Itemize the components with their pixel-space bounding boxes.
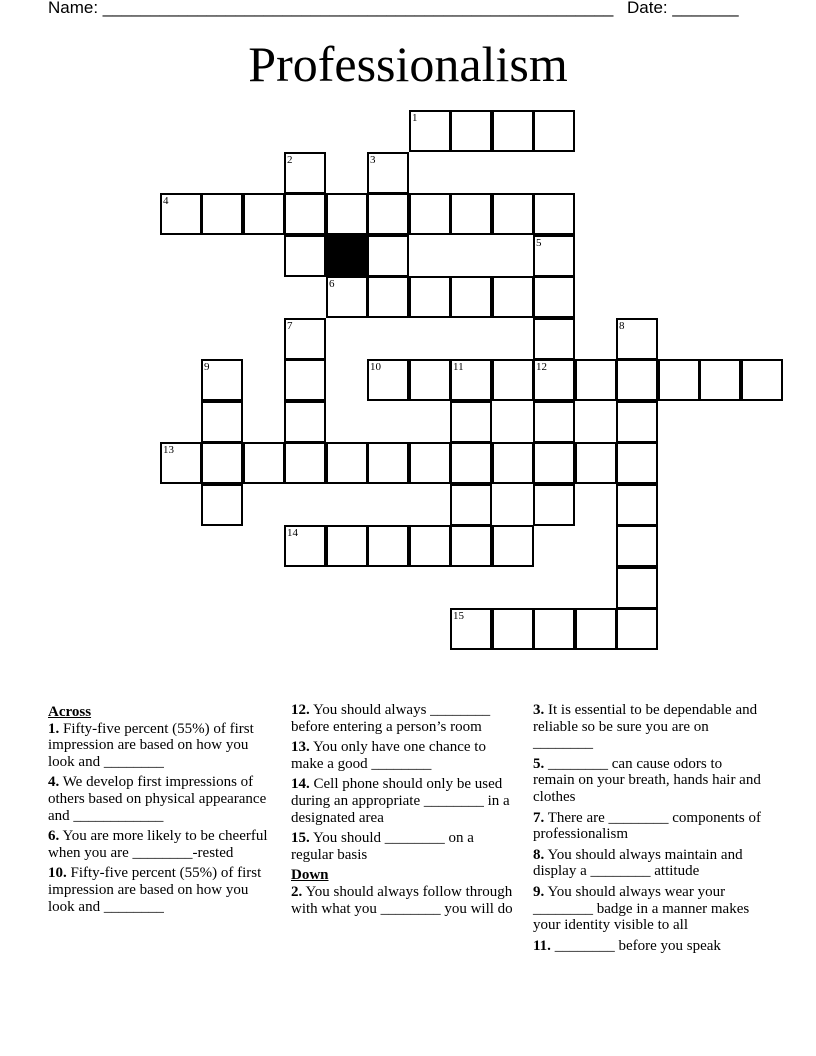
page-title: Professionalism <box>248 36 568 92</box>
clue-number: 15. <box>291 830 310 847</box>
grid-cell[interactable] <box>243 442 285 484</box>
grid-cell[interactable] <box>616 608 658 650</box>
clue-item <box>291 702 519 735</box>
grid-cell[interactable] <box>575 608 617 650</box>
grid-cell[interactable] <box>575 442 617 484</box>
grid-cell[interactable] <box>492 442 534 484</box>
clue-number-label: 9 <box>204 361 210 373</box>
grid-cell[interactable] <box>616 359 658 401</box>
grid-cell[interactable] <box>533 484 575 526</box>
date-field-label[interactable]: Date: _______ <box>627 0 739 17</box>
grid-cell[interactable] <box>533 608 575 650</box>
clues-column-1 <box>48 702 276 919</box>
clue-text: You should always ________ before entering a person’s room <box>291 702 491 735</box>
grid-cell[interactable] <box>326 525 368 567</box>
grid-cell[interactable] <box>492 525 534 567</box>
grid-cell[interactable] <box>533 276 575 318</box>
grid-cell[interactable] <box>243 193 285 235</box>
clue-text: We develop first impressions of others based on physical appearance and ____________ <box>48 774 267 824</box>
grid-cell[interactable] <box>616 525 658 567</box>
clue-item <box>533 847 767 880</box>
clue-item <box>291 830 519 863</box>
clue-number: 9. <box>533 883 545 900</box>
grid-cell[interactable] <box>492 276 534 318</box>
grid-cell[interactable] <box>367 235 409 277</box>
grid-cell[interactable] <box>658 359 700 401</box>
down-heading: Down <box>291 867 329 884</box>
grid-cell[interactable] <box>450 401 492 443</box>
clue-item <box>291 739 519 772</box>
clue-item <box>533 756 767 806</box>
clue-number-label: 2 <box>287 154 293 166</box>
clue-text: You only have one chance to make a good ________ <box>291 739 486 772</box>
grid-cell[interactable] <box>450 484 492 526</box>
clue-text: You should always follow through with what you ________ you will do <box>291 883 513 917</box>
grid-cell[interactable] <box>409 193 451 235</box>
clue-number: 4. <box>48 774 60 791</box>
clue-number: 3. <box>533 702 545 718</box>
grid-cell[interactable] <box>326 193 368 235</box>
clue-item <box>48 865 276 915</box>
clue-text: ________ can cause odors to remain on your breath, hands hair and clothes <box>533 755 761 805</box>
grid-cell[interactable] <box>450 276 492 318</box>
clue-number: 2. <box>291 883 303 900</box>
clue-number: 7. <box>533 809 545 826</box>
clue-number-label: 5 <box>536 237 542 249</box>
grid-cell[interactable] <box>284 442 326 484</box>
black-cell <box>326 235 368 277</box>
grid-cell[interactable] <box>201 401 243 443</box>
grid-cell[interactable] <box>367 276 409 318</box>
grid-cell[interactable] <box>616 442 658 484</box>
clue-item <box>291 776 519 826</box>
grid-cell[interactable] <box>367 193 409 235</box>
grid-cell[interactable] <box>284 193 326 235</box>
clue-number: 12. <box>291 702 310 718</box>
clue-number-label: 4 <box>163 195 169 207</box>
clue-item <box>291 884 519 917</box>
clue-item <box>533 884 767 934</box>
grid-cell[interactable] <box>492 359 534 401</box>
grid-cell[interactable] <box>284 235 326 277</box>
clue-text: Cell phone should only be used during an appropriate ________ in a designated area <box>291 776 510 826</box>
grid-cell[interactable] <box>616 484 658 526</box>
across-clues-list <box>48 721 276 916</box>
grid-cell[interactable] <box>533 442 575 484</box>
clue-number: 1. <box>48 720 60 737</box>
grid-cell[interactable] <box>450 525 492 567</box>
clue-text: You should always maintain and display a ________ attitude <box>533 846 743 880</box>
grid-cell[interactable] <box>201 442 243 484</box>
grid-cell[interactable] <box>492 110 534 152</box>
across-heading: Across <box>48 704 92 720</box>
clue-number-label: 12 <box>536 361 547 373</box>
clue-text: There are ________ components of professionalism <box>533 809 761 843</box>
grid-cell[interactable] <box>533 401 575 443</box>
grid-cell[interactable] <box>450 193 492 235</box>
clue-number-label: 14 <box>287 527 298 539</box>
clue-number: 14. <box>291 776 310 793</box>
clue-number: 13. <box>291 739 310 756</box>
clue-item <box>533 702 767 752</box>
down-clues-list-continued <box>533 702 767 954</box>
grid-cell[interactable] <box>409 525 451 567</box>
clue-item <box>533 938 767 955</box>
clue-item <box>48 774 276 824</box>
down-clues-list <box>291 884 519 917</box>
clue-text: Fifty-five percent (55%) of first impression are based on how you look and ________ <box>48 720 254 770</box>
clue-number-label: 3 <box>370 154 376 166</box>
clue-text: ________ before you speak <box>550 937 721 954</box>
clue-text: You should ________ on a regular basis <box>291 830 474 863</box>
clue-number-label: 7 <box>287 320 293 332</box>
clue-item <box>48 721 276 771</box>
grid-cell[interactable] <box>326 442 368 484</box>
grid-cell[interactable] <box>284 401 326 443</box>
clue-text: You are more likely to be cheerful when you are ________-rested <box>48 828 268 861</box>
grid-cell[interactable] <box>616 567 658 609</box>
grid-cell[interactable] <box>409 359 451 401</box>
grid-cell[interactable] <box>409 442 451 484</box>
clue-number: 5. <box>533 755 545 772</box>
clues-column-3 <box>533 702 767 958</box>
grid-cell[interactable] <box>450 110 492 152</box>
grid-cell[interactable] <box>409 276 451 318</box>
clue-number-label: 1 <box>412 112 418 124</box>
clue-text: It is essential to be dependable and reliable so be sure you are on ________ <box>533 702 758 752</box>
grid-cell[interactable] <box>492 193 534 235</box>
across-clues-list-continued <box>291 702 519 863</box>
clue-number-label: 11 <box>453 361 464 373</box>
grid-cell[interactable] <box>616 401 658 443</box>
clue-text: You should always wear your ________ badge in a manner makes your identity visible to all <box>533 883 750 934</box>
grid-cell[interactable] <box>699 359 741 401</box>
clue-number: 10. <box>48 865 67 882</box>
clue-number: 11. <box>533 937 551 954</box>
grid-cell[interactable] <box>741 359 783 401</box>
clue-number-label: 6 <box>329 278 335 290</box>
grid-cell[interactable] <box>533 110 575 152</box>
grid-cell[interactable] <box>367 525 409 567</box>
clue-number-label: 15 <box>453 610 464 622</box>
clue-number-label: 13 <box>163 444 174 456</box>
clue-number: 6. <box>48 828 60 845</box>
grid-cell[interactable] <box>450 442 492 484</box>
name-field-label[interactable]: Name: ______________________________________________________ <box>48 0 614 17</box>
clue-item <box>533 810 767 843</box>
grid-cell[interactable] <box>367 442 409 484</box>
grid-cell[interactable] <box>533 318 575 360</box>
clue-number-label: 10 <box>370 361 381 373</box>
grid-cell[interactable] <box>201 193 243 235</box>
grid-cell[interactable] <box>284 359 326 401</box>
clue-number-label: 8 <box>619 320 625 332</box>
clue-text: Fifty-five percent (55%) of first impression are based on how you look and ________ <box>48 865 262 915</box>
grid-cell[interactable] <box>533 193 575 235</box>
clues-column-2 <box>291 702 519 921</box>
clue-item <box>48 828 276 861</box>
grid-cell[interactable] <box>201 484 243 526</box>
clue-number: 8. <box>533 846 545 863</box>
grid-cell[interactable] <box>575 359 617 401</box>
grid-cell[interactable] <box>492 608 534 650</box>
